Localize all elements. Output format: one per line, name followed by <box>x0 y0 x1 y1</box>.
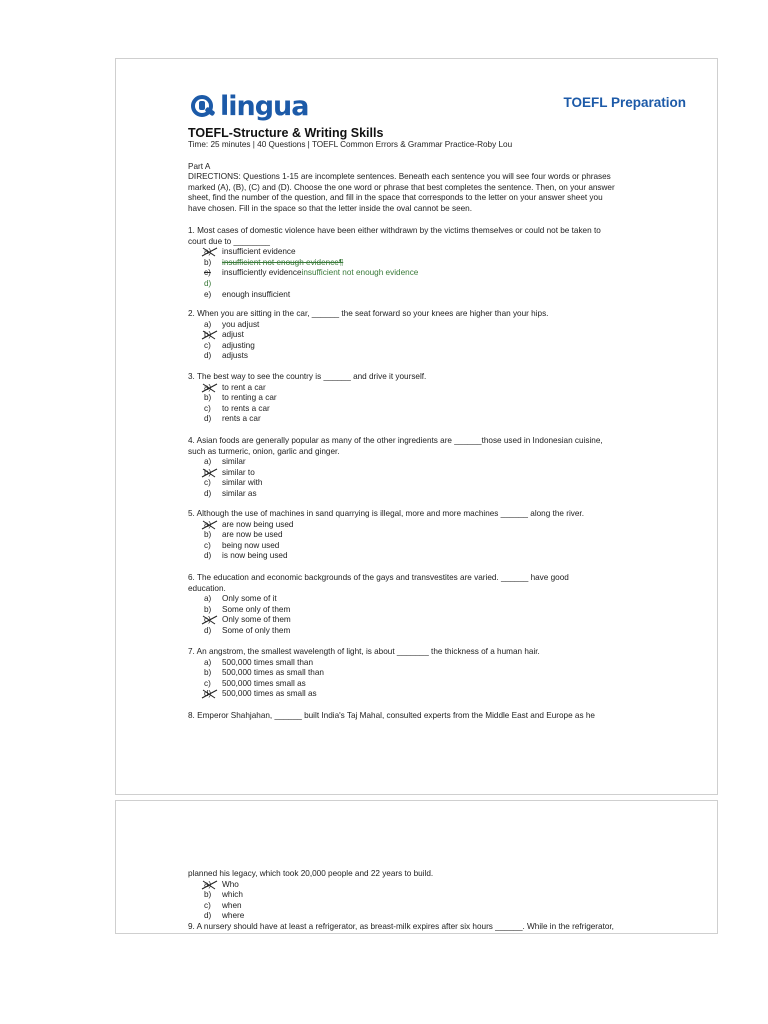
option-text: insufficient evidence <box>222 247 296 257</box>
option-text: similar to <box>222 467 255 477</box>
question-text: such as turmeric, onion, garlic and ginger. <box>188 446 340 456</box>
option-letter: a) <box>204 457 212 467</box>
document-meta: Time: 25 minutes | 40 Questions | TOEFL Common Errors & Grammar Practice-Roby Lou <box>188 140 513 149</box>
question-text: 5. Although the use of machines in sand quarrying is illegal, more and more machines ______ along the river. <box>188 509 584 518</box>
option-text: Some only of them <box>222 604 291 614</box>
document-page-1 <box>115 58 718 795</box>
option-text: you adjust <box>222 319 260 329</box>
option-text: when <box>222 900 242 910</box>
question-text: court due to ________ <box>188 236 270 246</box>
option-text: to renting a car <box>222 393 277 403</box>
answer-option <box>204 658 313 669</box>
answer-option <box>204 247 296 258</box>
option-text: are now be used <box>222 530 283 540</box>
directions-line: have chosen. Fill in the space so that the letter inside the oval cannot be seen. <box>188 203 473 213</box>
option-letter: a) <box>204 319 212 329</box>
option-letter: a) <box>204 657 212 667</box>
answer-option <box>204 668 324 679</box>
question-text: 7. An angstrom, the smallest wavelength of light, is about _______ the thickness of a human hair. <box>188 647 540 656</box>
answer-option <box>204 489 257 500</box>
option-letter: b) <box>204 530 212 540</box>
option-letter: d) <box>204 551 212 561</box>
logo-mark-icon <box>191 93 217 119</box>
option-text: adjusting <box>222 340 255 350</box>
option-correction-text: insufficient not enough evidence <box>301 268 419 278</box>
answer-option <box>204 594 277 605</box>
option-letter: d) <box>204 414 212 424</box>
option-letter: e) <box>204 289 212 299</box>
option-letter: a) <box>204 879 212 889</box>
option-text: 500,000 times small as <box>222 678 306 688</box>
option-text: being now used <box>222 540 280 550</box>
option-letter: c) <box>204 478 211 488</box>
answer-option <box>204 341 255 352</box>
answer-option <box>204 320 259 331</box>
answer-option <box>204 468 255 479</box>
answer-option <box>204 520 293 531</box>
option-text: which <box>222 890 243 900</box>
option-text: 500,000 times as small than <box>222 668 324 678</box>
option-letter: c) <box>204 900 211 910</box>
question-text: 6. The education and economic backgrounds of the gays and transvestites are varied. ______ have good <box>188 573 569 582</box>
option-text: is now being used <box>222 551 288 561</box>
option-letter: b) <box>204 668 212 678</box>
option-text: insufficiently evidence <box>222 268 302 278</box>
option-letter: b) <box>204 890 212 900</box>
option-text: Who <box>222 879 239 889</box>
directions-line: DIRECTIONS: Questions 1-15 are incomplete sentences. Beneath each sentence you will see four words or phrases <box>188 172 611 181</box>
answer-option <box>204 383 266 394</box>
option-letter: b) <box>204 393 212 403</box>
answer-option <box>204 541 279 552</box>
answer-option <box>204 901 242 912</box>
question-text: 1. Most cases of domestic violence have been either withdrawn by the victims themselves or could not be taken to <box>188 226 601 235</box>
answer-option <box>204 530 283 541</box>
question-text: education. <box>188 583 226 593</box>
option-text: enough insufficient <box>222 289 291 299</box>
option-text: Only some of it <box>222 594 277 604</box>
option-letter: d) <box>204 626 212 635</box>
document-page-2 <box>115 800 718 934</box>
answer-option <box>204 351 248 362</box>
option-letter: c) <box>204 268 211 278</box>
answer-option <box>204 258 343 269</box>
option-letter: b) <box>204 257 212 267</box>
option-text: 500,000 times as small as <box>222 689 317 699</box>
option-text: insufficient not enough evidence¶ <box>222 257 344 267</box>
answer-option <box>204 551 288 562</box>
question-continuation: planned his legacy, which took 20,000 people and 22 years to build. <box>188 869 434 878</box>
question-text: 4. Asian foods are generally popular as many of the other ingredients are ______those used in Indonesian cuisine, <box>188 436 603 445</box>
question-9-text: 9. A nursery should have at least a refrigerator, as breast-milk expires after six hours ______. While in the refrigerator, <box>188 922 614 931</box>
option-letter: a) <box>204 519 212 529</box>
option-letter: d) <box>204 279 212 288</box>
option-text: adjusts <box>222 351 248 361</box>
directions <box>188 172 615 214</box>
header-title: TOEFL Preparation <box>563 95 686 110</box>
question-text: 2. When you are sitting in the car, ______ the seat forward so your knees are higher than your hips. <box>188 309 549 318</box>
answer-option <box>204 911 244 922</box>
answer-option <box>204 626 290 637</box>
option-letter: a) <box>204 594 212 604</box>
answer-option <box>204 404 270 415</box>
option-letter: b) <box>204 604 212 614</box>
option-letter: d) <box>204 489 212 498</box>
option-text: similar with <box>222 478 263 488</box>
answer-option <box>204 393 277 404</box>
answer-option <box>204 605 290 616</box>
lingua-logo <box>191 90 309 122</box>
answer-option <box>204 414 261 425</box>
answer-option <box>204 279 222 290</box>
option-text: to rents a car <box>222 403 270 413</box>
option-letter: a) <box>204 382 212 392</box>
option-letter: c) <box>204 403 211 413</box>
option-letter: b) <box>204 330 212 340</box>
answer-option <box>204 890 243 901</box>
option-text: to rent a car <box>222 382 266 392</box>
answer-option <box>204 268 418 279</box>
option-text: similar <box>222 457 246 467</box>
question-text: 3. The best way to see the country is ______ and drive it yourself. <box>188 372 427 381</box>
answer-option <box>204 457 246 468</box>
directions-line: sheet, find the number of the question, and fill in the space that corresponds to the letter on your answer sheet you <box>188 193 603 203</box>
option-letter: c) <box>204 540 211 550</box>
option-letter: c) <box>204 615 211 625</box>
answer-option <box>204 615 291 626</box>
option-letter: c) <box>204 340 211 350</box>
option-text: rents a car <box>222 414 261 424</box>
option-letter: a) <box>204 247 212 257</box>
directions-line: marked (A), (B), (C) and (D). Choose the one word or phrase that best completes the sentence. Then, on your answer <box>188 182 615 192</box>
option-letter: c) <box>204 678 211 688</box>
document-title: TOEFL-Structure & Writing Skills <box>188 126 384 140</box>
answer-option <box>204 478 263 489</box>
logo-text: lingua <box>220 90 309 122</box>
option-text: similar as <box>222 489 257 498</box>
answer-option <box>204 290 290 301</box>
question-text: 8. Emperor Shahjahan, ______ built India's Taj Mahal, consulted experts from the Middle East and Europe as he <box>188 711 595 720</box>
answer-option <box>204 689 317 700</box>
option-letter: d) <box>204 689 212 699</box>
option-text: adjust <box>222 330 244 340</box>
option-letter: d) <box>204 911 212 921</box>
answer-option <box>204 330 244 341</box>
option-letter: d) <box>204 351 212 361</box>
option-text: where <box>222 911 245 921</box>
answer-option <box>204 679 306 690</box>
option-text: Some of only them <box>222 626 291 635</box>
option-text: 500,000 times small than <box>222 657 314 667</box>
part-label: Part A <box>188 162 211 171</box>
option-text: Only some of them <box>222 615 291 625</box>
answer-option <box>204 880 239 891</box>
option-letter: b) <box>204 467 212 477</box>
option-text: are now being used <box>222 519 294 529</box>
